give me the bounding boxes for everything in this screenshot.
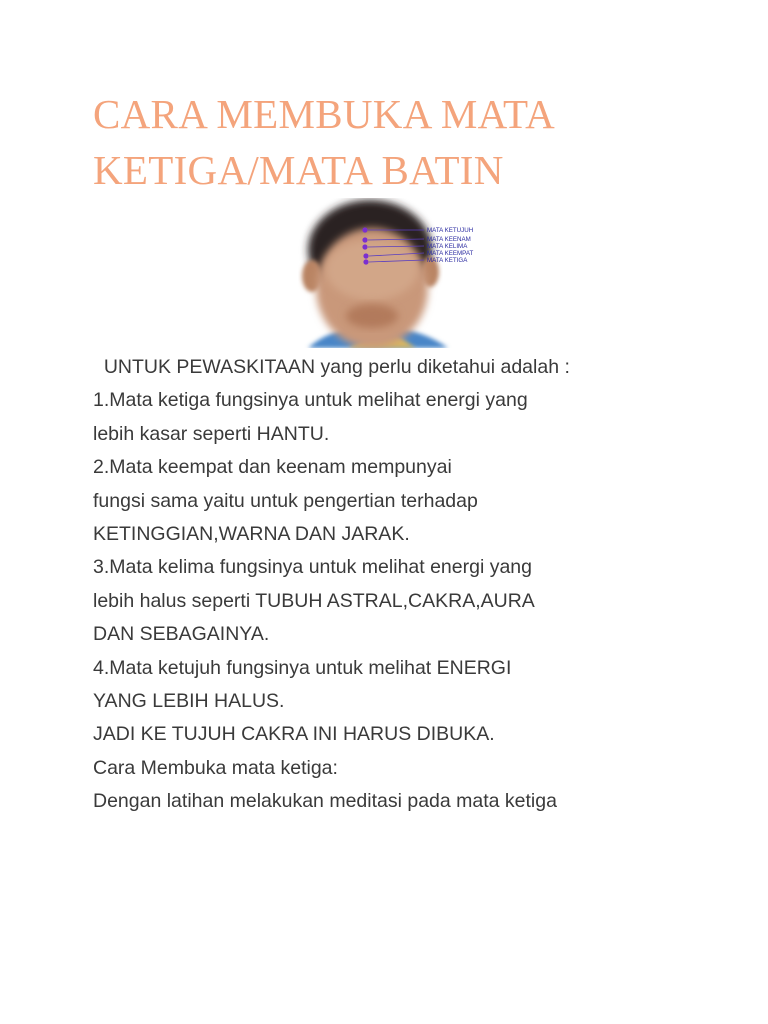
title-line-1: CARA MEMBUKA MATA: [93, 91, 556, 137]
label-mata-keempat: MATA KEEMPAT: [427, 250, 474, 257]
dot-mata-ketujuh: [362, 227, 367, 232]
body-line: 1.Mata ketiga fungsinya untuk melihat energi yang: [93, 389, 528, 412]
body-line: 4.Mata ketujuh fungsinya untuk melihat ENERGI: [93, 656, 512, 679]
label-mata-ketiga: MATA KETIGA: [427, 257, 468, 264]
body-line: lebih kasar seperti HANTU.: [93, 422, 330, 445]
body-line: 3.Mata kelima fungsinya untuk melihat energi yang: [93, 556, 532, 579]
body-line: JADI KE TUJUH CAKRA INI HARUS DIBUKA.: [93, 723, 495, 746]
article-body: [93, 351, 713, 819]
body-line: UNTUK PEWASKITAAN yang perlu diketahui adalah :: [93, 356, 570, 378]
body-line: Dengan latihan melakukan meditasi pada mata ketiga: [93, 790, 557, 813]
dot-mata-keenam: [362, 237, 367, 242]
label-mata-keenam: MATA KEENAM: [427, 236, 471, 243]
body-line: lebih halus seperti TUBUH ASTRAL,CAKRA,AURA: [93, 589, 535, 612]
body-line: fungsi sama yaitu untuk pengertian terhadap: [93, 489, 478, 512]
body-line: YANG LEBIH HALUS.: [93, 690, 285, 713]
body-line: Cara Membuka mata ketiga:: [93, 756, 338, 779]
child-head-illustration: [288, 198, 484, 348]
dot-mata-kelima: [362, 244, 367, 249]
body-line: DAN SEBAGAINYA.: [93, 623, 270, 646]
body-line: KETINGGIAN,WARNA DAN JARAK.: [93, 523, 410, 546]
label-mata-ketujuh: MATA KETUJUH: [427, 227, 474, 234]
body-line: 2.Mata keempat dan keenam mempunyai: [93, 456, 452, 479]
third-eye-figure: [288, 198, 484, 348]
dot-mata-keempat: [363, 253, 368, 258]
title-line-2: KETIGA/MATA BATIN: [93, 147, 504, 193]
dot-mata-ketiga: [363, 259, 368, 264]
label-mata-kelima: MATA KELIMA: [427, 243, 468, 250]
page-title: [93, 86, 713, 198]
chakra-labels: [427, 227, 474, 264]
